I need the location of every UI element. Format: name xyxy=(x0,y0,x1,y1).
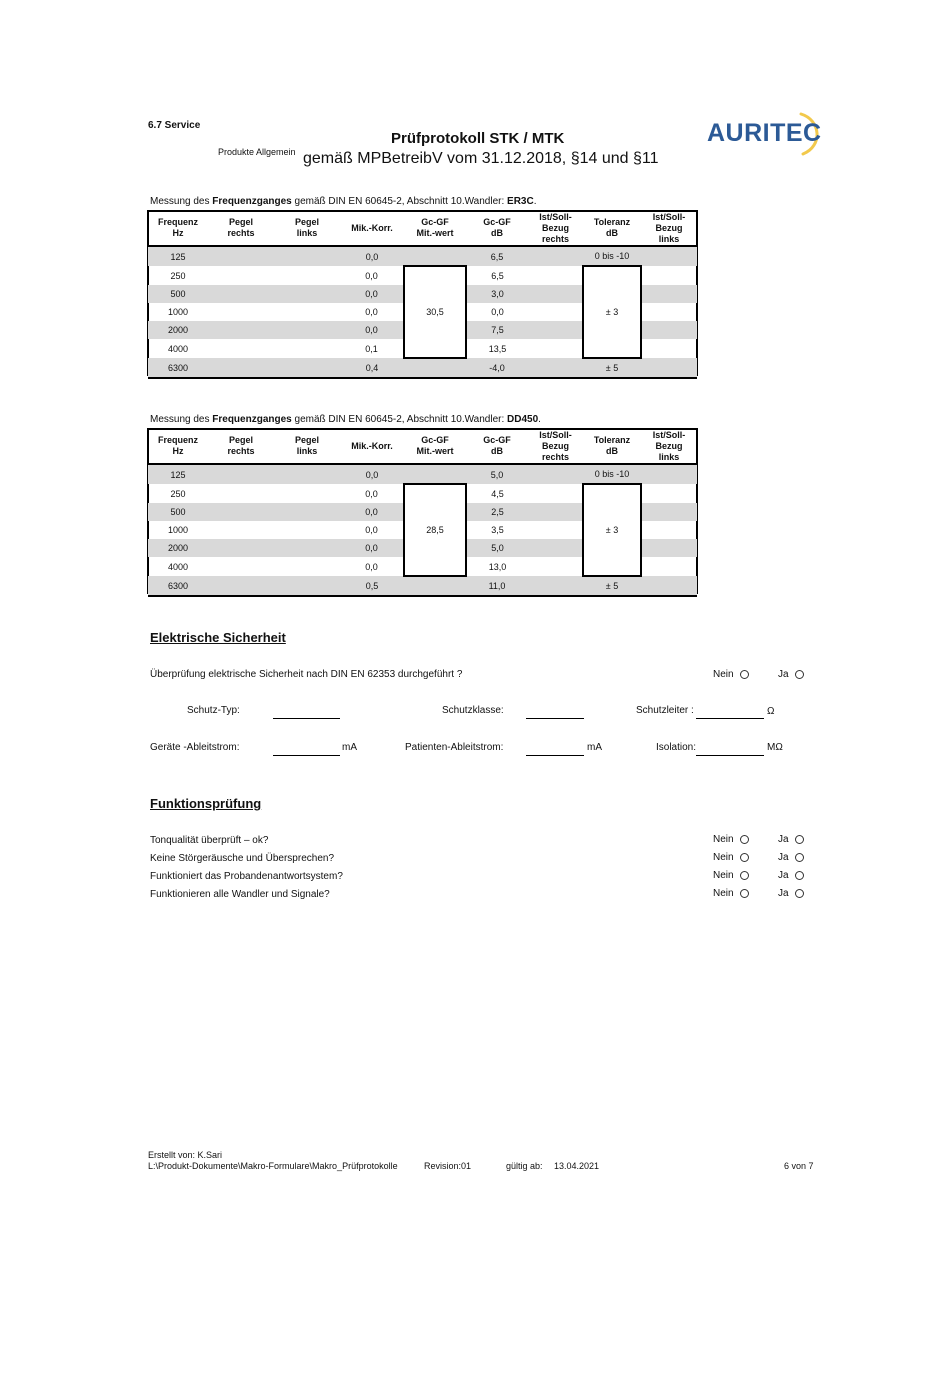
table-cell: 0,0 xyxy=(340,285,404,303)
function-nein-option[interactable]: Nein xyxy=(713,870,749,881)
table-caption-1: Messung des Frequenzganges gemäß DIN EN 60645-2, Abschnitt 10.Wandler: ER3C. xyxy=(150,196,537,207)
schutzleiter-field[interactable] xyxy=(696,718,764,719)
table-cell: 250 xyxy=(170,488,186,499)
table-cell xyxy=(208,521,274,539)
table-cell: 125 xyxy=(148,464,208,484)
table-cell: 0,0 xyxy=(365,561,378,572)
table-row xyxy=(148,303,697,321)
mittelwert-value: 28,5 xyxy=(404,521,466,539)
logo-text: AURITEC xyxy=(707,119,822,147)
col-pegel-rechts: Pegel rechts xyxy=(227,435,255,456)
table-cell: 7,5 xyxy=(466,321,528,339)
table-cell: 5,0 xyxy=(466,539,528,557)
col-pegel-links: Pegel links xyxy=(294,217,319,238)
table-row xyxy=(148,464,697,484)
function-nein-option[interactable]: Nein xyxy=(713,852,749,863)
table-cell xyxy=(208,303,274,321)
function-item: Funktionieren alle Wandler und Signale? xyxy=(150,889,330,900)
table-cell xyxy=(583,321,641,339)
table-cell xyxy=(274,503,340,521)
table-cell xyxy=(583,339,641,358)
table-cell xyxy=(274,539,340,557)
function-item: Keine Störgeräusche und Übersprechen? xyxy=(150,853,335,864)
table-cell xyxy=(208,539,274,557)
footer-path: L:\Produkt-Dokumente\Makro-Formulare\Makro_Prüfprotokolle xyxy=(148,1161,398,1171)
table-cell: ± 5 xyxy=(583,358,641,378)
table-cell xyxy=(528,266,583,285)
safety-nein-option[interactable]: Nein xyxy=(713,669,749,680)
table-cell: ± 5 xyxy=(583,576,641,596)
col-frequenz: Frequenz Hz xyxy=(157,217,198,238)
table-cell: 11,0 xyxy=(466,576,528,596)
table-cell xyxy=(404,266,466,285)
table-cell: 0,1 xyxy=(365,343,378,354)
table-cell xyxy=(274,339,340,358)
ma-unit-2: mA xyxy=(587,742,602,753)
col-gcgf-mitwert: Gc-GF Mit.-wert xyxy=(416,217,454,238)
table-cell: 6300 xyxy=(148,576,208,596)
table-cell xyxy=(208,285,274,303)
table-row xyxy=(148,539,697,557)
table-cell xyxy=(208,358,274,378)
table-cell xyxy=(641,339,697,358)
isolation-field[interactable] xyxy=(696,755,764,756)
table-cell: 0,0 xyxy=(340,246,404,266)
table-cell: 4000 xyxy=(167,561,189,572)
table-cell: 0,4 xyxy=(340,358,404,378)
table-header-row xyxy=(148,211,697,246)
table-cell: 6,5 xyxy=(491,270,504,281)
table-cell: 0,0 xyxy=(340,539,404,557)
radio-nein-icon[interactable] xyxy=(740,871,749,880)
radio-nein-icon[interactable] xyxy=(740,853,749,862)
col-frequenz: Frequenz Hz xyxy=(157,435,198,456)
table-cell xyxy=(208,503,274,521)
patienten-ableitstrom-field[interactable] xyxy=(526,755,584,756)
table-cell xyxy=(528,539,583,557)
table-cell xyxy=(583,539,641,557)
table-cell xyxy=(528,576,583,596)
table-cell xyxy=(641,285,697,303)
table-cell xyxy=(274,266,340,285)
table-cell xyxy=(208,339,274,358)
function-ja-option[interactable]: Ja xyxy=(778,888,804,899)
table-cell xyxy=(404,503,466,521)
table-cell xyxy=(274,557,340,576)
function-heading: Funktionsprüfung xyxy=(150,796,262,811)
table-cell xyxy=(641,464,697,484)
table-row xyxy=(148,576,697,596)
table-cell: 0 bis -10 xyxy=(583,464,641,484)
table-row xyxy=(148,285,697,303)
table-cell xyxy=(274,303,340,321)
footer-revision: Revision:01 xyxy=(424,1161,472,1171)
schutzleiter-label: Schutzleiter : xyxy=(636,705,694,716)
table-cell: 4,5 xyxy=(491,488,504,499)
table-cell xyxy=(583,503,641,521)
table-cell xyxy=(404,285,466,303)
table-cell xyxy=(641,303,697,321)
table-cell: 0 bis -10 xyxy=(583,246,641,266)
table-row xyxy=(148,557,697,576)
table-cell xyxy=(583,484,641,503)
patienten-ableitstrom-label: Patienten-Ableitstrom: xyxy=(405,742,504,753)
col-toleranz: Toleranz dB xyxy=(593,217,631,238)
table-row xyxy=(148,246,697,266)
table-cell xyxy=(274,576,340,596)
table-cell: 5,0 xyxy=(466,464,528,484)
section-number: 6.7 Service xyxy=(148,120,201,131)
table-cell xyxy=(404,484,466,503)
page-title: Prüfprotokoll STK / MTK xyxy=(391,130,565,147)
table-cell xyxy=(641,521,697,539)
table-cell xyxy=(641,539,697,557)
table-cell: 1000 xyxy=(167,525,189,535)
col-pegel-rechts: Pegel rechts xyxy=(227,217,255,238)
function-ja-option[interactable]: Ja xyxy=(778,870,804,881)
table-cell: 2000 xyxy=(148,539,208,557)
table-cell xyxy=(528,358,583,378)
table-cell[interactable] xyxy=(208,246,274,266)
table-cell xyxy=(274,484,340,503)
table-cell xyxy=(208,484,274,503)
table-row xyxy=(148,484,697,503)
table-cell: 250 xyxy=(170,270,186,281)
table-cell: 6,5 xyxy=(466,246,528,266)
col-gcgf-mitwert: Gc-GF Mit.-wert xyxy=(416,435,454,456)
page-subtitle: gemäß MPBetreibV vom 31.12.2018, §14 und §11 xyxy=(303,150,659,167)
safety-ja-option[interactable]: Ja xyxy=(778,669,804,680)
table-cell xyxy=(208,266,274,285)
schutzklasse-field[interactable] xyxy=(526,718,584,719)
toleranz-value: ± 3 xyxy=(583,521,641,539)
table-cell: 500 xyxy=(148,503,208,521)
table-cell xyxy=(404,339,466,358)
table-cell xyxy=(528,285,583,303)
table-cell xyxy=(404,321,466,339)
table-cell xyxy=(528,321,583,339)
col-gcgf-db: Gc-GF dB xyxy=(483,435,511,456)
table-cell xyxy=(404,246,466,266)
table-cell: 500 xyxy=(148,285,208,303)
table-cell xyxy=(208,576,274,596)
table-cell xyxy=(528,557,583,576)
function-ja-option[interactable]: Ja xyxy=(778,834,804,845)
footer-author: Erstellt von: K.Sari xyxy=(148,1150,223,1160)
subheading: Produkte Allgemein xyxy=(218,147,296,157)
table-cell: 13,0 xyxy=(488,561,507,572)
table-cell: 0,0 xyxy=(340,321,404,339)
table-cell: 3,0 xyxy=(466,285,528,303)
table-cell xyxy=(641,358,697,378)
table-cell: -4,0 xyxy=(466,358,528,378)
col-ist-soll-rechts: Ist/Soll- Bezug rechts xyxy=(539,211,572,244)
table-cell xyxy=(641,484,697,503)
table-cell: 3,5 xyxy=(491,525,504,535)
isolation-label: Isolation: xyxy=(656,742,697,753)
radio-ja-icon[interactable] xyxy=(795,853,804,862)
table-cell: 0,0 xyxy=(365,270,378,281)
table-row xyxy=(148,503,697,521)
table-cell[interactable] xyxy=(274,246,340,266)
table-cell xyxy=(404,557,466,576)
col-pegel-links: Pegel links xyxy=(294,435,319,456)
radio-nein-icon[interactable] xyxy=(740,835,749,844)
col-ist-soll-rechts: Ist/Soll- Bezug rechts xyxy=(539,429,572,462)
table-row xyxy=(148,266,697,285)
table-cell: 0,0 xyxy=(365,307,378,317)
auritec-logo xyxy=(705,110,820,158)
function-item: Funktioniert das Probandenantwortsystem? xyxy=(150,871,343,882)
table-cell xyxy=(274,358,340,378)
table-row xyxy=(148,339,697,358)
table-cell xyxy=(274,321,340,339)
table-cell xyxy=(641,321,697,339)
table-cell xyxy=(274,285,340,303)
table-cell xyxy=(528,464,583,484)
table-cell xyxy=(528,303,583,321)
table-cell xyxy=(583,266,641,285)
table-row xyxy=(148,358,697,378)
mittelwert-value: 30,5 xyxy=(404,303,466,321)
safety-heading: Elektrische Sicherheit xyxy=(150,630,286,645)
table-cell xyxy=(583,557,641,576)
function-nein-option[interactable]: Nein xyxy=(713,888,749,899)
radio-ja-icon[interactable] xyxy=(795,889,804,898)
mohm-unit: MΩ xyxy=(767,742,783,753)
table-cell xyxy=(208,321,274,339)
geraete-ableitstrom-label: Geräte -Ableitstrom: xyxy=(150,742,240,753)
table-cell xyxy=(528,521,583,539)
geraete-ableitstrom-field[interactable] xyxy=(273,755,340,756)
table-cell: 2,5 xyxy=(466,503,528,521)
schutz-typ-label: Schutz-Typ: xyxy=(187,705,240,716)
table-cell xyxy=(274,464,340,484)
table-header-row xyxy=(148,429,697,464)
table-cell xyxy=(641,266,697,285)
table-cell: 0,0 xyxy=(491,307,504,317)
radio-ja-icon[interactable] xyxy=(795,871,804,880)
frequency-table-er3c xyxy=(148,211,697,379)
col-toleranz: Toleranz dB xyxy=(593,435,631,456)
table-cell: 2000 xyxy=(148,321,208,339)
table-cell xyxy=(528,503,583,521)
table-cell xyxy=(641,246,697,266)
ohm-unit: Ω xyxy=(767,706,775,717)
table-cell xyxy=(208,464,274,484)
table-cell: 13,5 xyxy=(488,343,507,354)
table-cell: 0,0 xyxy=(340,464,404,484)
table-cell xyxy=(404,576,466,596)
table-cell: 0,0 xyxy=(365,525,378,535)
col-ist-soll-links: Ist/Soll- Bezug links xyxy=(652,211,686,244)
footer-page-number: 6 von 7 xyxy=(784,1161,814,1171)
table-row xyxy=(148,321,697,339)
table-cell: 0,0 xyxy=(340,503,404,521)
radio-nein-icon[interactable] xyxy=(740,670,749,679)
table-cell xyxy=(583,285,641,303)
function-item: Tonqualität überprüft – ok? xyxy=(150,835,269,846)
table-cell xyxy=(274,521,340,539)
table-cell xyxy=(208,557,274,576)
table-cell xyxy=(404,358,466,378)
col-mik-korr: Mik.-Korr. xyxy=(351,222,393,233)
table-cell xyxy=(404,539,466,557)
safety-question: Überprüfung elektrische Sicherheit nach DIN EN 62353 durchgeführt ? xyxy=(150,669,463,680)
table-cell: 125 xyxy=(148,246,208,266)
radio-nein-icon[interactable] xyxy=(740,889,749,898)
footer-valid-date: 13.04.2021 xyxy=(554,1161,600,1171)
table-cell xyxy=(641,557,697,576)
table-cell: 6300 xyxy=(148,358,208,378)
table-caption-2: Messung des Frequenzganges gemäß DIN EN 60645-2, Abschnitt 10.Wandler: DD450. xyxy=(150,414,541,425)
radio-ja-icon[interactable] xyxy=(795,670,804,679)
col-mik-korr: Mik.-Korr. xyxy=(351,440,393,451)
schutzklasse-label: Schutzklasse: xyxy=(442,705,504,716)
table-row xyxy=(148,521,697,539)
table-cell: 4000 xyxy=(167,343,189,354)
table-cell xyxy=(641,503,697,521)
table-cell xyxy=(528,246,583,266)
table-cell xyxy=(528,339,583,358)
table-cell xyxy=(404,464,466,484)
table-cell: 1000 xyxy=(167,307,189,317)
col-gcgf-db: Gc-GF dB xyxy=(483,217,511,238)
function-ja-option[interactable]: Ja xyxy=(778,852,804,863)
table-cell xyxy=(528,484,583,503)
ma-unit-1: mA xyxy=(342,742,357,753)
function-nein-option[interactable]: Nein xyxy=(713,834,749,845)
toleranz-value: ± 3 xyxy=(583,303,641,321)
footer-valid-label: gültig ab: xyxy=(506,1161,543,1171)
table-cell xyxy=(641,576,697,596)
col-ist-soll-links: Ist/Soll- Bezug links xyxy=(652,429,686,462)
table-cell: 0,0 xyxy=(365,488,378,499)
radio-ja-icon[interactable] xyxy=(795,835,804,844)
table-cell: 0,5 xyxy=(340,576,404,596)
schutz-typ-field[interactable] xyxy=(273,718,340,719)
frequency-table-dd450 xyxy=(148,429,697,597)
